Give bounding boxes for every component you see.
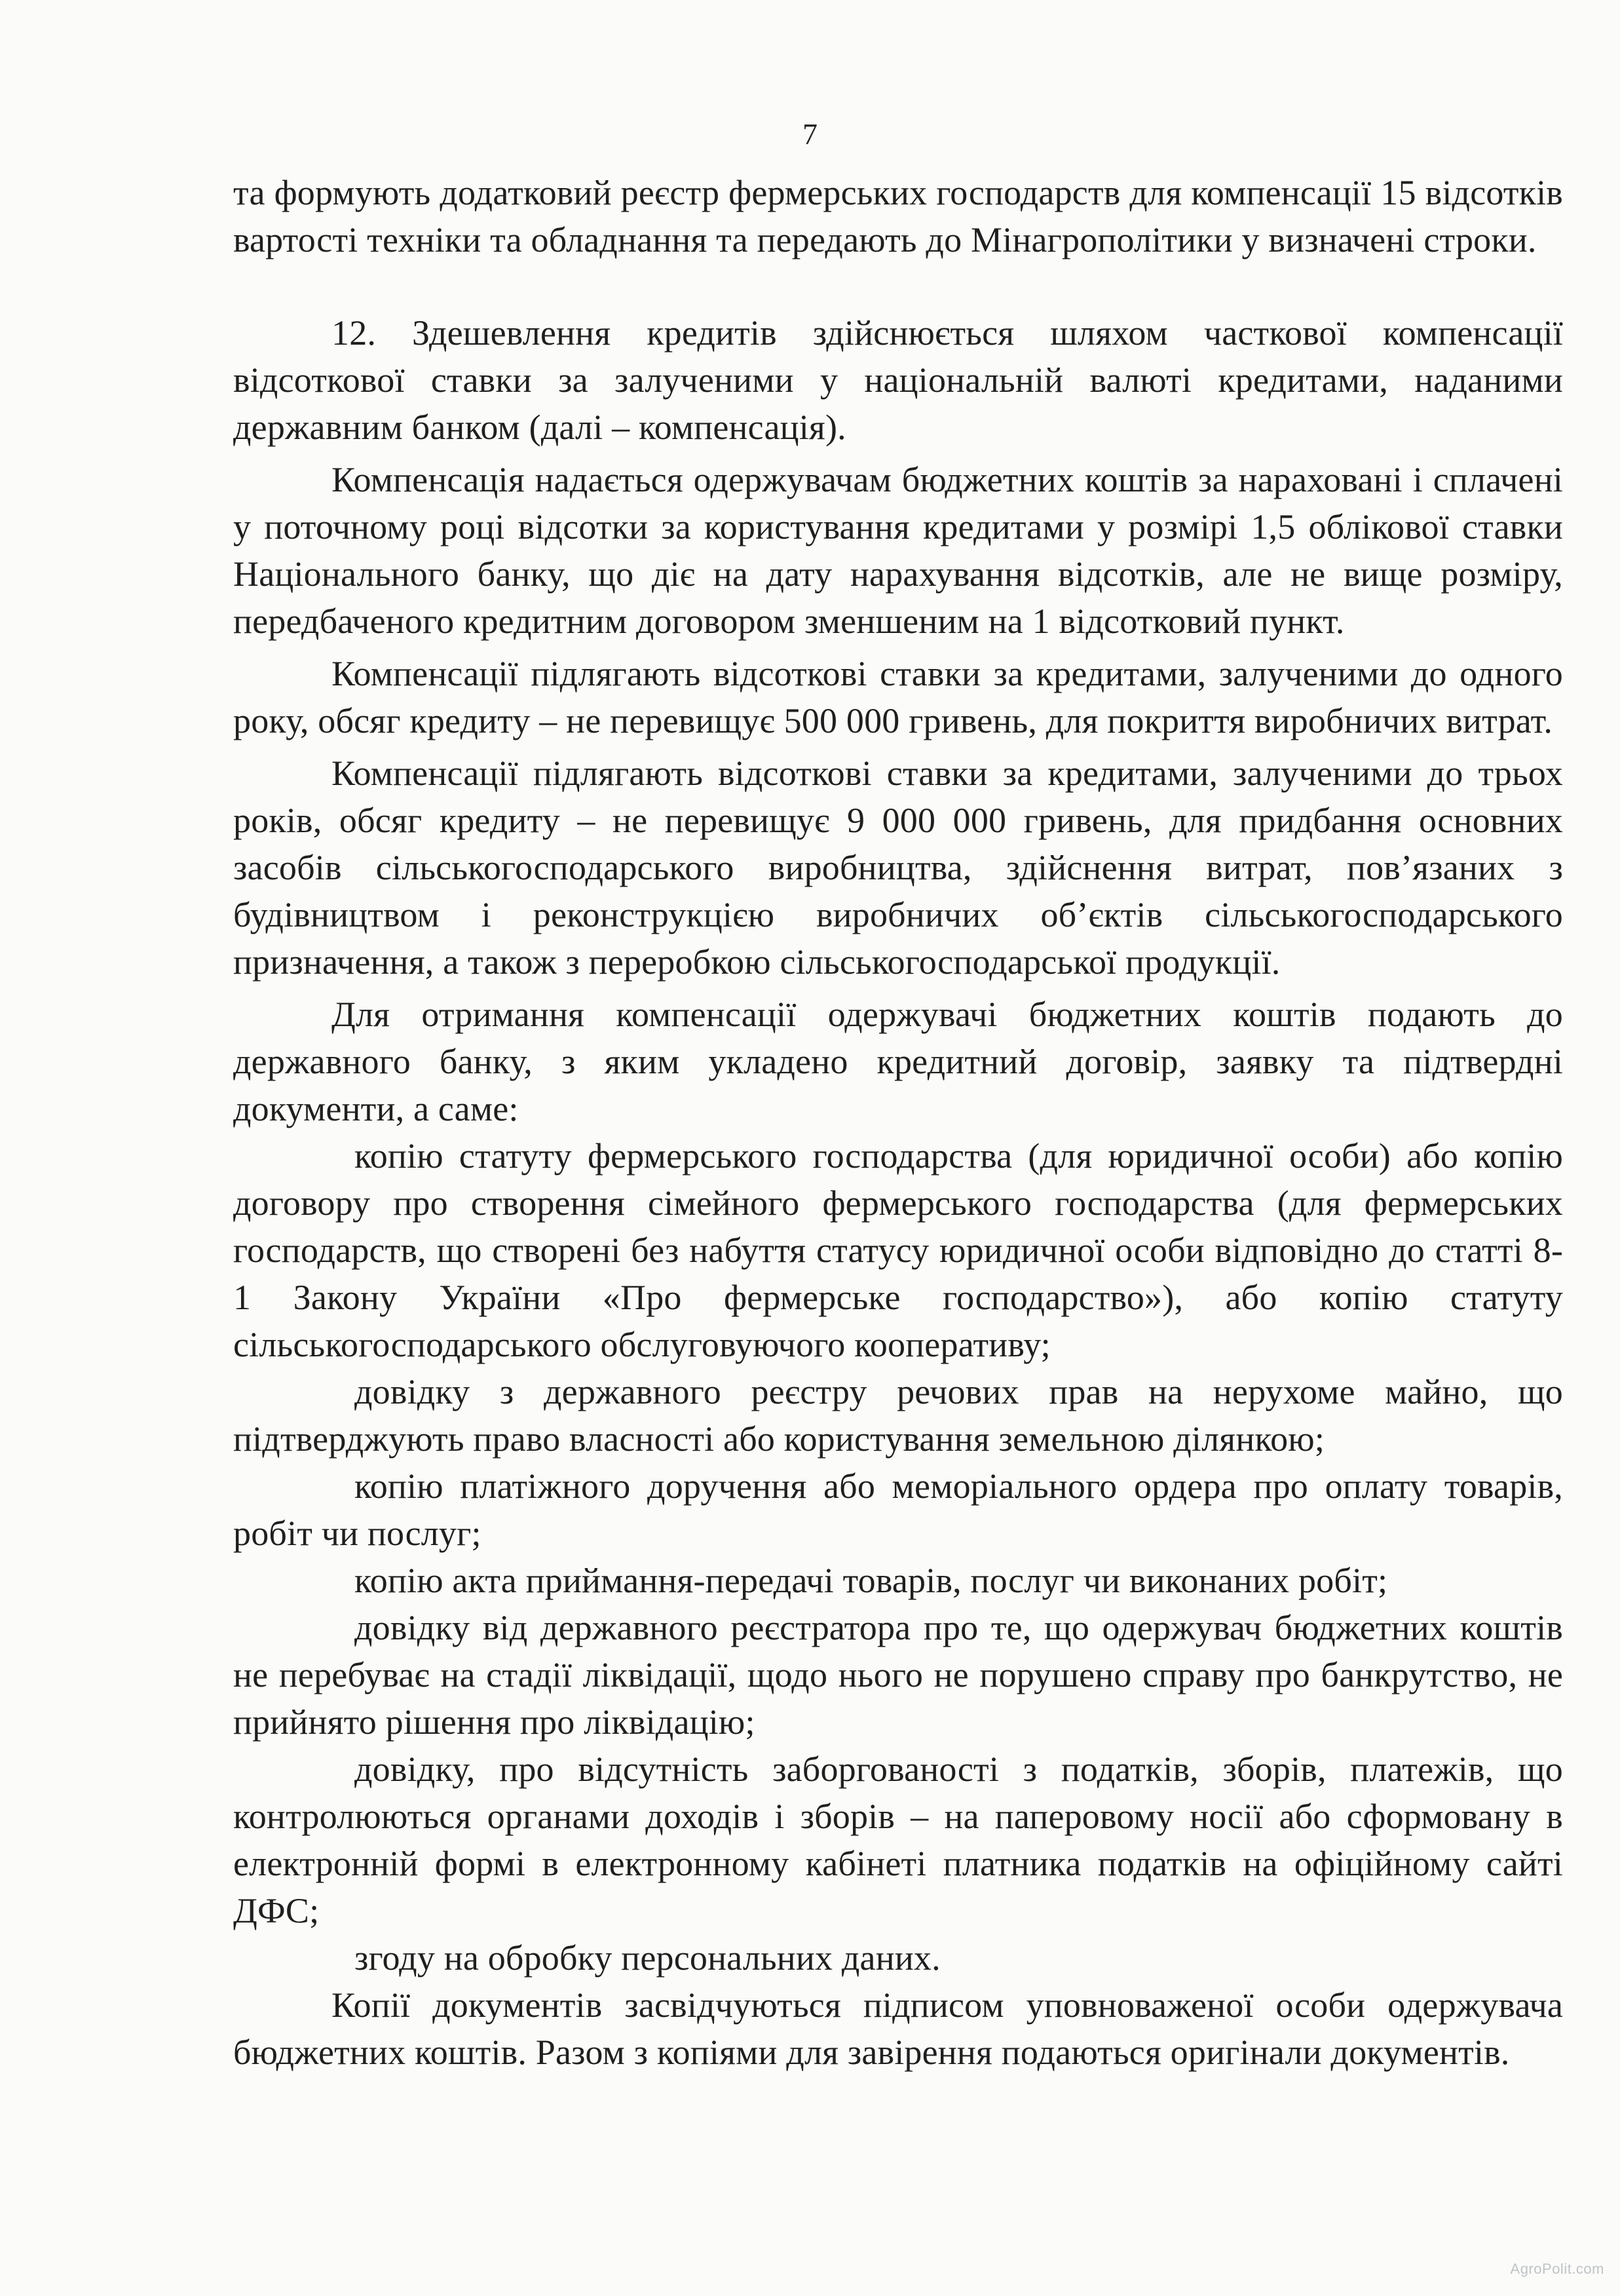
paragraph-copies-certification: Копії документів засвідчуються підписом уповноваженої особи одержувача бюджетних коштів. Разом з копіями для завірення подаються оригінали документів. [233, 1985, 1563, 2072]
list-item-registrar-certificate: довідку від державного реєстратора про те, що одержувач бюджетних коштів не перебуває на стадії ліквідації, щодо нього не порушено справу про банкрутство, не прийнято рішення про ліквідацію; [233, 1608, 1563, 1742]
paragraph-compensation-rate: Компенсація надається одержувачам бюджетних коштів за нараховані і сплачені у поточному році відсотки за користування кредитами у розмірі 1,5 облікової ставки Національного банку, що діє на дату нарахування відсотків, але не вище розміру, передбаченого кредитним договором зменшеним на 1 відсотковий пункт. [233, 460, 1563, 641]
paragraph-item-12: 12. Здешевлення кредитів здійснюється шляхом часткової компенсації відсоткової ставки за залученими у національній валюті кредитами, наданими державним банком (далі – компенсація). [233, 313, 1563, 447]
page-number: 7 [802, 117, 818, 151]
list-item-data-consent: згоду на обробку персональних даних. [354, 1938, 941, 1978]
watermark-logo: AgroPolit.com [1510, 2261, 1604, 2277]
list-item-statute-copy: копію статуту фермерського господарства (для юридичної особи) або копію договору про створення сімейного фермерського господарства (для фермерських господарств, що створені без набуття статусу юридичної особи відповідно до статті 8-1 Закону України «Про фермерське господарство»), або копію статуту сільськогосподарського обслуговуючого кооперативу; [233, 1136, 1563, 1364]
paragraph-short-term-credit: Компенсації підлягають відсоткові ставки за кредитами, залученими до одного року, обсяг кредиту – не перевищує 500 000 гривень, для покриття виробничих витрат. [233, 654, 1563, 740]
document-body [233, 169, 1563, 2076]
list-item-tax-certificate: довідку, про відсутність заборгованості з податків, зборів, платежів, що контролюються органами доходів і зборів – на паперовому носії або сформовану в електронній формі в електронному кабінеті платника податків на офіційному сайті ДФС; [233, 1750, 1563, 1930]
paragraph-documents-intro: Для отримання компенсації одержувачі бюджетних коштів подають до державного банку, з яким укладено кредитний договір, заявку та підтвердні документи, а саме: [233, 995, 1563, 1128]
paragraph-long-term-credit: Компенсації підлягають відсоткові ставки за кредитами, залученими до трьох років, обсяг кредиту – не перевищує 9 000 000 гривень, для придбання основних засобів сільськогосподарського виробництва, здійснення витрат, пов’язаних з будівництвом і реконструкцією виробничих об’єктів сільськогосподарського призначення, а також з переробкою сільськогосподарської продукції. [233, 754, 1563, 982]
list-item-acceptance-act: копію акта приймання-передачі товарів, послуг чи виконаних робіт; [354, 1561, 1388, 1600]
list-item-registry-certificate: довідку з державного реєстру речових прав на нерухоме майно, що підтверджують право власності або користування земельною ділянкою; [233, 1372, 1563, 1459]
paragraph-continuation: та формують додатковий реєстр фермерських господарств для компенсації 15 відсотків вартості техніки та обладнання та передають до Мінагрополітики у визначені строки. [233, 173, 1563, 259]
list-item-payment-order: копію платіжного доручення або меморіального ордера про оплату товарів, робіт чи послуг; [233, 1466, 1563, 1553]
